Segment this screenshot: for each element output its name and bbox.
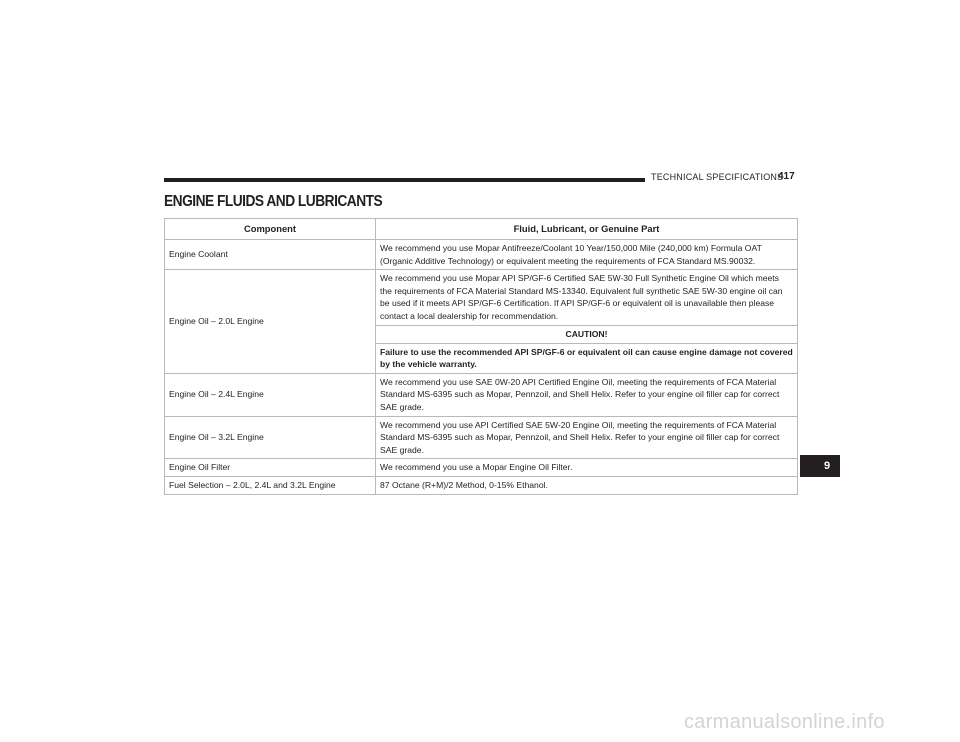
page-number: 417 [778, 171, 795, 182]
caution-label: CAUTION! [376, 325, 798, 343]
header-section-title: TECHNICAL SPECIFICATIONS [651, 172, 784, 182]
column-header-component: Component [165, 219, 376, 240]
spec-cell: We recommend you use SAE 0W-20 API Certified Engine Oil, meeting the requirements of FCA Material Standard MS-6395 such as Mopar, Pennzoil, and Shell Helix. Refer to your engine oil filler cap for correct SAE grade. [376, 373, 798, 416]
column-header-fluid: Fluid, Lubricant, or Genuine Part [376, 219, 798, 240]
spec-cell: We recommend you use API Certified SAE 5W-20 Engine Oil, meeting the requirements of FCA Material Standard MS-6395 such as Mopar, Pennzoil, and Shell Helix. Refer to your engine oil filler cap for correct SAE grade. [376, 416, 798, 459]
caution-text: Failure to use the recommended API SP/GF-6 or equivalent oil can cause engine damage not covered by the vehicle warranty. [376, 343, 798, 373]
spec-cell: We recommend you use Mopar Antifreeze/Coolant 10 Year/150,000 Mile (240,000 km) Formula OAT (Organic Additive Technology) or equivalent meeting the requirements of FCA Standard MS.90032. [376, 240, 798, 270]
table-row [165, 416, 798, 459]
table-row [165, 373, 798, 416]
spec-cell: We recommend you use a Mopar Engine Oil Filter. [376, 459, 798, 477]
table-header-row [165, 219, 798, 240]
table-row [165, 459, 798, 477]
chapter-tab [800, 455, 840, 477]
table-row [165, 270, 798, 325]
chapter-tab-number: 9 [823, 460, 831, 472]
component-cell: Engine Oil – 2.0L Engine [165, 270, 376, 374]
table-row [165, 476, 798, 494]
table-row [165, 240, 798, 270]
fluids-table [164, 218, 798, 495]
component-cell: Engine Coolant [165, 240, 376, 270]
spec-cell: 87 Octane (R+M)/2 Method, 0-15% Ethanol. [376, 476, 798, 494]
spec-cell: We recommend you use Mopar API SP/GF-6 Certified SAE 5W-30 Full Synthetic Engine Oil which meets the requirements of FCA Material Standard MS-13340. Equivalent full synthetic SAE 5W-30 engine oil can be used if it meets API SP/GF-6 Certification. If API SP/GF-6 or equivalent oil is unavailable then please contact a local dealership for recommendation. [376, 270, 798, 325]
component-cell: Engine Oil – 2.4L Engine [165, 373, 376, 416]
watermark: carmanualsonline.info [684, 711, 885, 733]
section-title: ENGINE FLUIDS AND LUBRICANTS [164, 193, 383, 210]
component-cell: Engine Oil Filter [165, 459, 376, 477]
component-cell: Fuel Selection – 2.0L, 2.4L and 3.2L Engine [165, 476, 376, 494]
header-rule [164, 178, 645, 182]
component-cell: Engine Oil – 3.2L Engine [165, 416, 376, 459]
